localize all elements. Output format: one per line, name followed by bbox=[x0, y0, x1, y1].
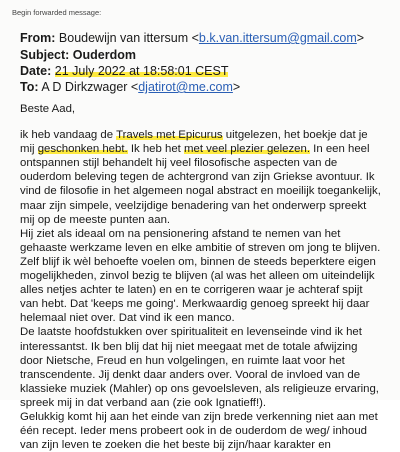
body-text-segment: mij op de meeste punten aan. bbox=[20, 213, 171, 226]
body-text-segment: van hebt. Dat 'keeps me going'. Merkwaardig genoeg spreekt hij daar bbox=[20, 298, 370, 311]
body-text-segment: spreek mij in dat verband aan (zie ook Ignatieff!). bbox=[20, 396, 267, 409]
body-text-segment: interessantst. Ik ben blij dat hij niet meegaat met de totale afwijzing bbox=[20, 340, 358, 353]
body-line bbox=[20, 297, 398, 311]
from-email-link[interactable]: b.k.van.ittersum@gmail.com bbox=[198, 31, 357, 45]
body-text-segment: één recept. Ieder mens probeert ook in de ouderdom de weg/ inhoud bbox=[20, 425, 368, 438]
body-text-segment: klassieke muziek (Mahler) op ons gevoelsleven, als religieuze ervaring, bbox=[20, 382, 379, 395]
body-line bbox=[20, 410, 398, 424]
subject-label: Subject: bbox=[20, 48, 70, 62]
highlighted-text: met veel plezier gelezen. bbox=[184, 143, 311, 156]
body-line bbox=[20, 156, 398, 170]
body-text-segment: Zelf blijf ik wèl behoefte voelen om, binnen de steeds beperktere eigen bbox=[20, 255, 376, 268]
highlighted-text: geschonken hebt. bbox=[37, 143, 128, 156]
body-text-segment: door Nietsche, Freud en hun volgelingen, en ruimte laat voor het bbox=[20, 354, 345, 367]
to-name: A D Dirkzwager bbox=[41, 80, 128, 94]
body-line bbox=[20, 311, 398, 325]
body-line bbox=[20, 184, 398, 198]
body-line bbox=[20, 382, 398, 396]
highlighted-text: Travels met Epicurus bbox=[116, 129, 223, 142]
date-label: Date: bbox=[20, 64, 52, 78]
body-text-segment: transcendente. Jij denkt daar anders over. Vooral de invloed van de bbox=[20, 368, 361, 381]
body-line bbox=[20, 199, 398, 213]
body-text-segment: ouderdom beleving tegen de achtergrond van zijn Griekse avontuur. Ik bbox=[20, 171, 375, 184]
body-text-segment: ik heb vandaag de bbox=[20, 129, 117, 142]
body-line bbox=[20, 368, 398, 382]
date-row bbox=[20, 64, 228, 79]
to-row: To: A D Dirkzwager <djatirot@me.com> bbox=[20, 80, 241, 94]
from-row: From: Boudewijn van ittersum <b.k.van.ittersum@gmail.com> bbox=[20, 31, 365, 45]
body-line bbox=[20, 142, 398, 156]
body-text-segment: uitgelezen, het boekje dat je bbox=[222, 129, 368, 142]
greeting: Beste Aad, bbox=[20, 103, 76, 115]
body-text-segment: van zijn leven te zoeken die het beste bij zijn/haar karakter en bbox=[20, 439, 331, 452]
body-text-segment: Gelukkig komt hij aan het einde van zijn brede verkenning niet aan met bbox=[20, 410, 378, 423]
body-line bbox=[20, 241, 398, 255]
body-text-segment: vind de filosofie in het algemeen nogal abstract en moeilijk toegankelijk, bbox=[20, 185, 381, 198]
forwarded-message-label: Begin forwarded message: bbox=[12, 8, 102, 17]
body-text-segment: ontspannen stijl behandelt hij veel filosofische aspecten van de bbox=[20, 157, 338, 170]
body-text-segment: mogelijkheden, zinvol bezig te blijven (al was het alleen om uiteindelijk bbox=[20, 270, 375, 283]
body-line bbox=[20, 269, 398, 283]
date-value: 21 July 2022 at 18:58:01 CEST bbox=[54, 64, 229, 78]
from-name: Boudewijn van ittersum bbox=[58, 31, 189, 45]
body-text-segment: helemaal niet over. Dat vind ik een manco. bbox=[20, 312, 235, 325]
body-line bbox=[20, 255, 398, 269]
body-line bbox=[20, 340, 398, 354]
body-text-segment: mij bbox=[20, 143, 38, 156]
to-email-link[interactable]: djatirot@me.com bbox=[138, 80, 233, 94]
body-text-segment: gehaaste werkzame leven en elke ambitie of streven om jong te blijven. bbox=[20, 241, 381, 254]
body-line bbox=[20, 227, 398, 241]
body-line bbox=[20, 170, 398, 184]
to-label: To: bbox=[20, 80, 39, 94]
body-text-segment: Ik heb het bbox=[127, 143, 185, 156]
body-line bbox=[20, 325, 398, 339]
body-text-segment: In een heel bbox=[310, 143, 370, 156]
body-line bbox=[20, 438, 398, 452]
body-line bbox=[20, 354, 398, 368]
body-line bbox=[20, 424, 398, 438]
body-line bbox=[20, 396, 398, 410]
body-text bbox=[20, 128, 398, 452]
body-line bbox=[20, 213, 398, 227]
body-line bbox=[20, 283, 398, 297]
body-text-segment: De laatste hoofdstukken over spiritualiteit en levenseinde vind ik het bbox=[20, 326, 362, 339]
email-body bbox=[20, 102, 398, 452]
body-line bbox=[20, 128, 398, 142]
body-text-segment: alles netjes achter te laten) en en te corrigeren waar je achteraf spijt bbox=[20, 284, 363, 297]
subject-value: Ouderdom bbox=[72, 48, 136, 62]
from-label: From: bbox=[20, 31, 56, 45]
body-text-segment: maar zijn simpele, veelzijdige benadering van het onderwerp spreekt bbox=[20, 199, 367, 212]
subject-row bbox=[20, 48, 136, 63]
body-text-segment: Hij ziet als ideaal om na pensionering afstand te nemen van het bbox=[20, 227, 341, 240]
